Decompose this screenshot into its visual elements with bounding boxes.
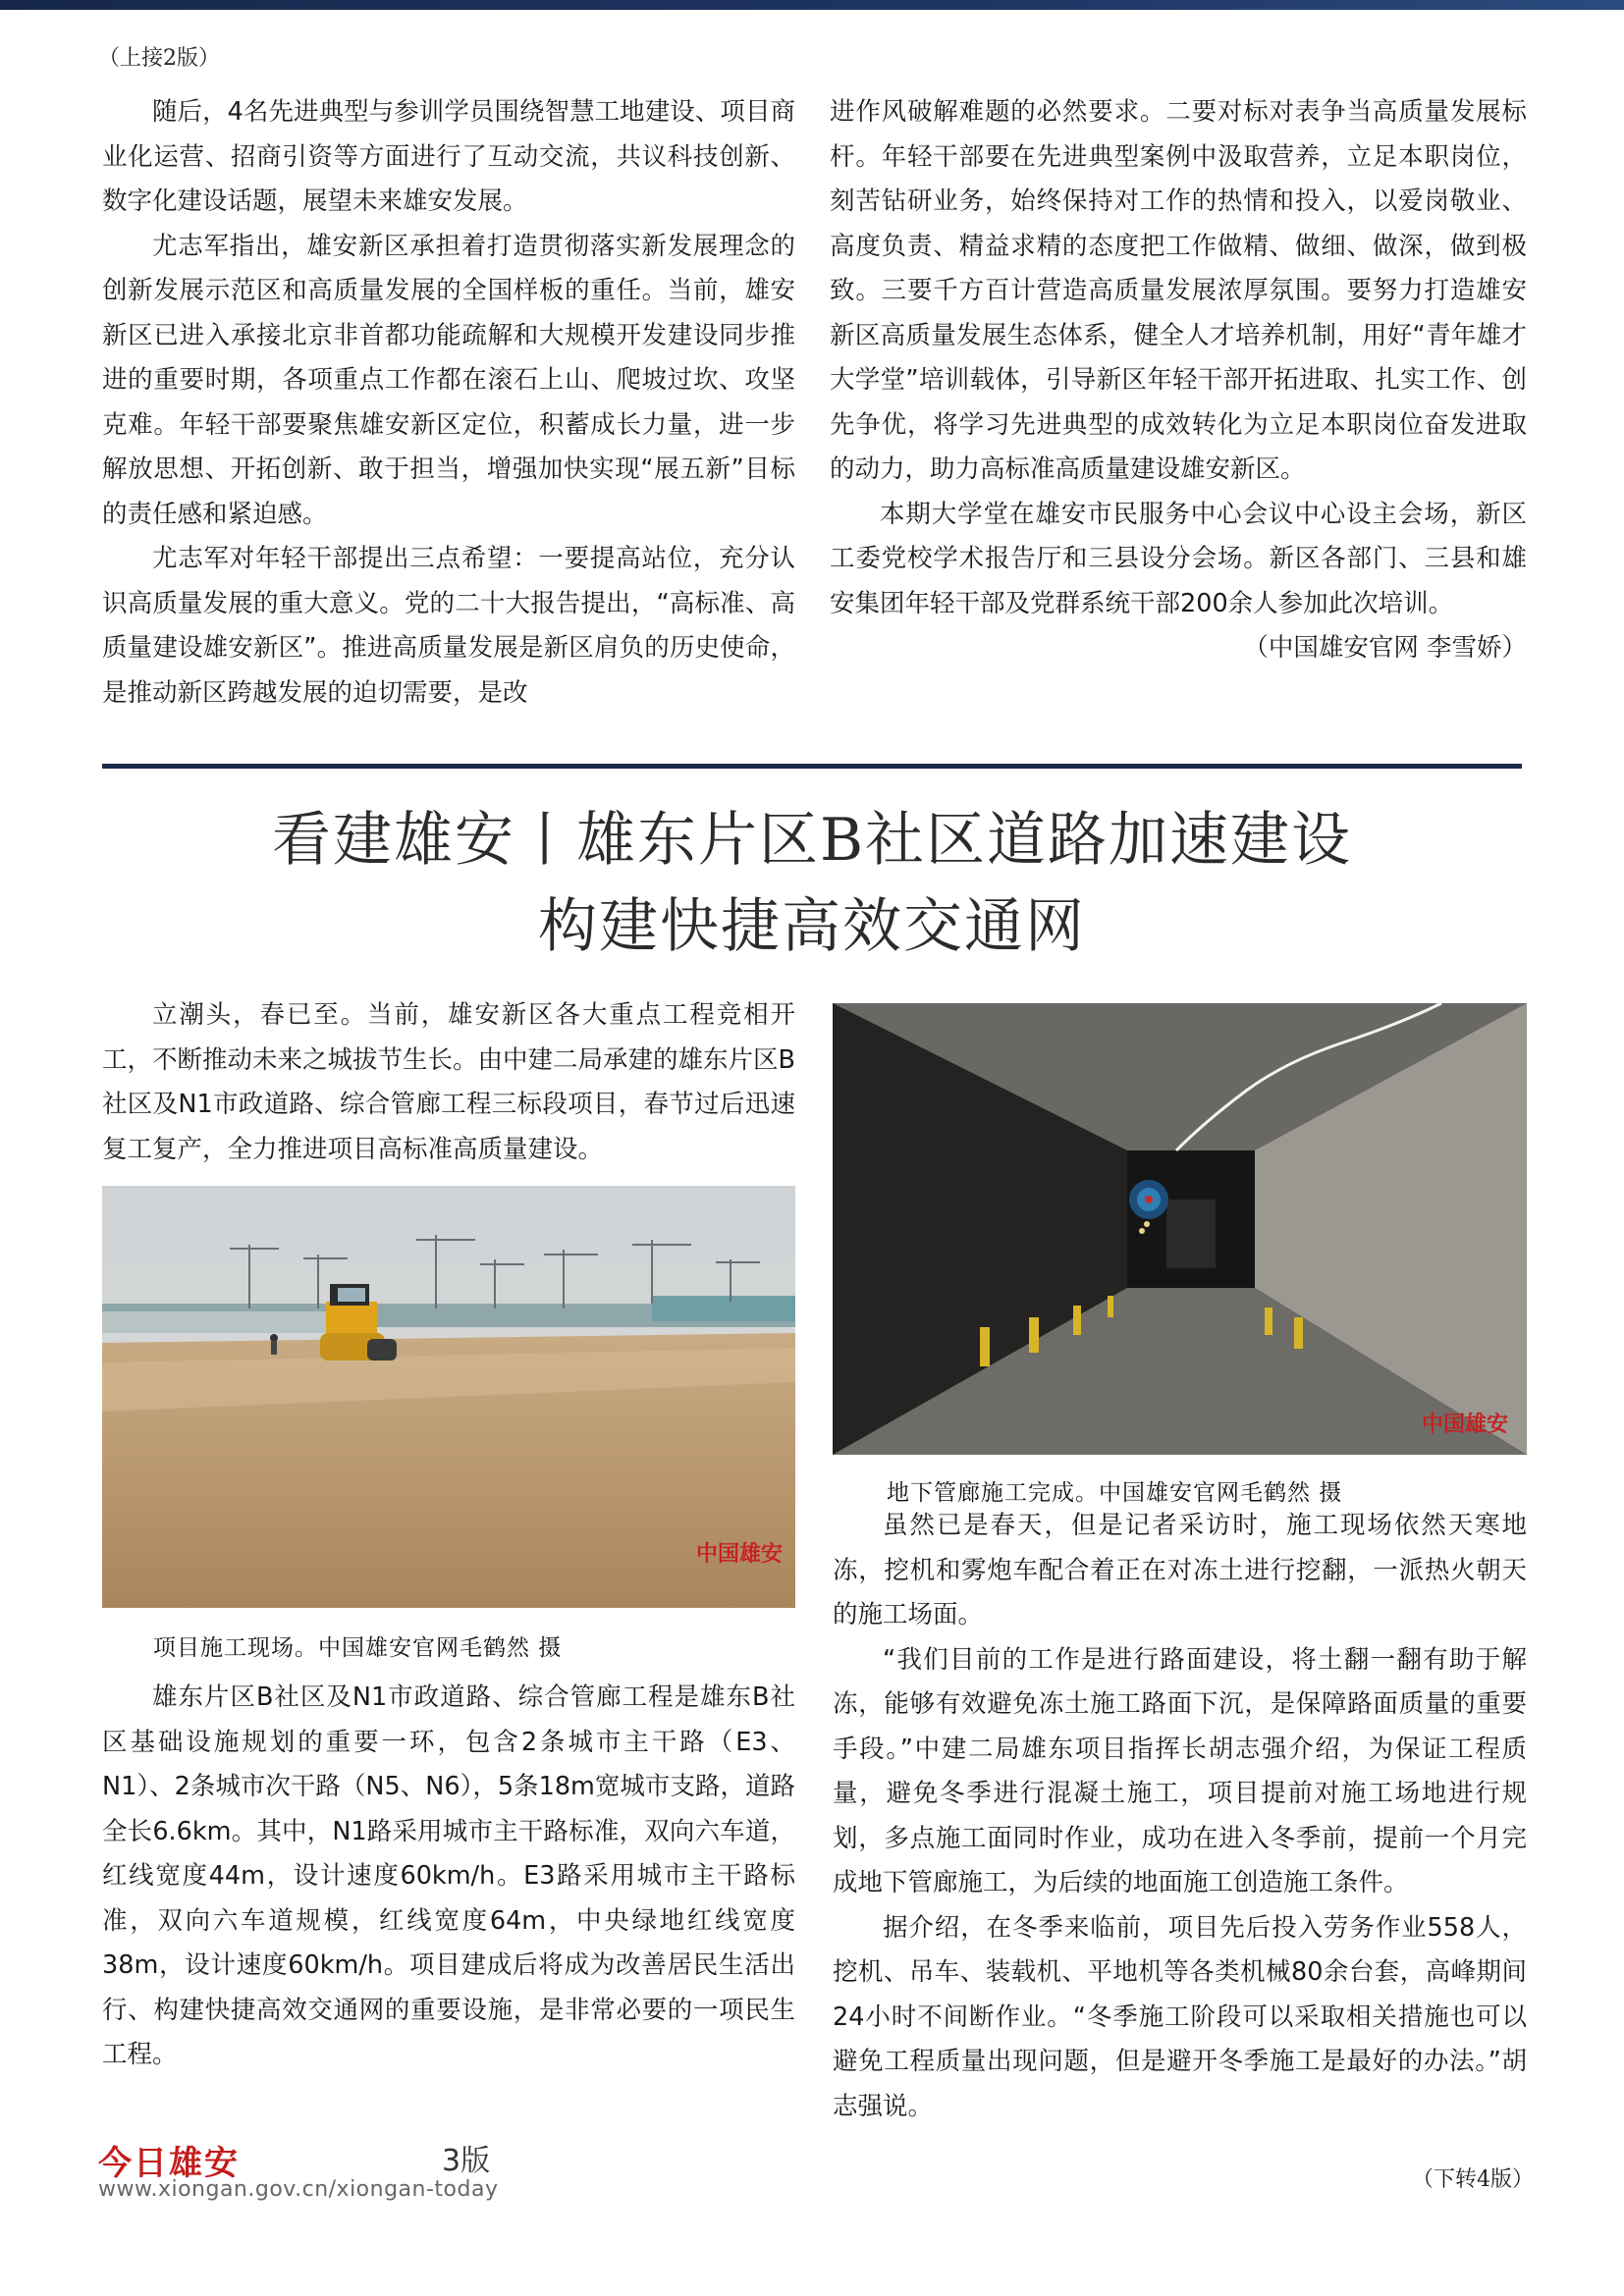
headline-line-1: 看建雄安丨雄东片区B社区道路加速建设: [271, 806, 1353, 875]
paragraph: 尤志军指出，雄安新区承担着打造贯彻落实新发展理念的创新发展示范区和高质量发展的全国样板的重任。当前，雄安新区已进入承接北京非首都功能疏解和大规模开发建设同步推进的重要时期，各项重点工作都在滚石上山、爬坡过坎、攻坚克难。年轻干部要聚焦雄安新区定位，积蓄成长力量，进一步解放思想、开拓创新、敢于担当，增强加快实现“展五新”目标的责任感和紧迫感。: [102, 231, 795, 529]
section-divider: [102, 764, 1522, 769]
paragraph: 虽然已是春天，但是记者采访时，施工现场依然天寒地冻，挖机和雾炮车配合着正在对冻土进行挖翻，一派热火朝天的施工场面。: [833, 1511, 1527, 1629]
construction-site-photo: [102, 1186, 795, 1608]
photo-caption: 项目施工现场。中国雄安官网毛鹤然 摄: [153, 1635, 563, 1661]
bottom-right-column: [833, 1504, 1527, 2129]
publication-logo: 今日雄安: [98, 2144, 240, 2183]
paragraph: 据介绍，在冬季来临前，项目先后投入劳务作业558人，挖机、吊车、装载机、平地机等各类机械80余台套，高峰期间24小时不间断作业。“冬季施工阶段可以采取相关措施也可以避免工程质量出现问题，但是避开冬季施工是最好的办法。”胡志强说。: [833, 1912, 1527, 2121]
intro-column: [102, 993, 795, 1172]
headline-line-2: 构建快捷高效交通网: [538, 892, 1086, 961]
paragraph: 进作风破解难题的必然要求。二要对标对表争当高质量发展标杆。年轻干部要在先进典型案例中汲取营养，立足本职岗位，刻苦钻研业务，始终保持对工作的热情和投入，以爱岗敬业、高度负责、精益求精的态度把工作做精、做细、做深，做到极致。三要千方百计营造高质量发展浓厚氛围。要努力打造雄安新区高质量发展生态体系，健全人才培养机制，用好“青年雄才大学堂”培训载体，引导新区年轻干部开拓进取、扎实工作、创先争优，将学习先进典型的成效转化为立足本职岗位奋发进取的动力，助力高标准高质量建设雄安新区。: [830, 97, 1527, 484]
photo-caption: 地下管廊施工完成。中国雄安官网毛鹤然 摄: [887, 1480, 1343, 1506]
ventilation-fan: [1129, 1180, 1168, 1219]
watermark-logo: 中国雄安: [696, 1541, 784, 1567]
paragraph: 尤志军对年轻干部提出三点希望：一要提高站位，充分认识高质量发展的重大意义。党的二十大报告提出，“高标准、高质量建设雄安新区”。推进高质量发展是新区肩负的历史使命，是推动新区跨越发展的迫切需要，是改: [102, 544, 795, 708]
top-left-column: [102, 90, 795, 716]
watermark-logo: 中国雄安: [1422, 1412, 1509, 1437]
continued-from-note: （上接2版）: [98, 46, 220, 71]
paragraph: 随后，4名先进典型与参训学员围绕智慧工地建设、项目商业化运营、招商引资等方面进行了互动交流，共议科技创新、数字化建设话题，展望未来雄安发展。: [102, 97, 795, 216]
bottom-left-column: [102, 1676, 795, 2078]
source-credit: （中国雄安官网 李雪娇）: [1243, 633, 1527, 663]
paragraph: 雄东片区B社区及N1市政道路、综合管廊工程是雄东B社区基础设施规划的重要一环，包含2条城市主干路（E3、N1）、2条城市次干路（N5、N6），5条18m宽城市支路，道路全长6.6km。其中，N1路采用城市主干路标准，双向六车道，红线宽度44m，设计速度60km/h。E3路采用城市主干路标准，双向六车道规模，红线宽度64m，中央绿地红线宽度38m，设计速度60km/h。项目建成后将成为改善居民生活出行、构建快捷高效交通网的重要设施，是非常必要的一项民生工程。: [102, 1682, 795, 2069]
page-number: 3版: [442, 2144, 491, 2178]
paragraph: 立潮头，春已至。当前，雄安新区各大重点工程竞相开工，不断推动未来之城拔节生长。由中建二局承建的雄东片区B社区及N1市政道路、综合管廊工程三标段项目，春节过后迅速复工复产，全力推进项目高标准高质量建设。: [102, 1000, 795, 1164]
paragraph: 本期大学堂在雄安市民服务中心会议中心设主会场，新区工委党校学术报告厅和三县设分会场。新区各部门、三县和雄安集团年轻干部及党群系统干部200余人参加此次培训。: [830, 499, 1527, 618]
utility-tunnel-photo: [833, 1003, 1527, 1455]
top-color-bar: [0, 0, 1624, 10]
road-construction-image: [102, 1186, 795, 1608]
footer-url: www.xiongan.gov.cn/xiongan-today: [98, 2177, 499, 2202]
tunnel-image: [833, 1003, 1527, 1455]
continued-to-note: （下转4版）: [1412, 2167, 1534, 2192]
paragraph: “我们目前的工作是进行路面建设，将土翻一翻有助于解冻，能够有效避免冻土施工路面下沉，是保障路面质量的重要手段。”中建二局雄东项目指挥长胡志强介绍，为保证工程质量，避免冬季进行混凝土施工，项目提前对施工场地进行规划，多点施工面同时作业，成功在进入冬季前，提前一个月完成地下管廊施工，为后续的地面施工创造施工条件。: [833, 1644, 1527, 1897]
top-right-column: [830, 90, 1527, 671]
